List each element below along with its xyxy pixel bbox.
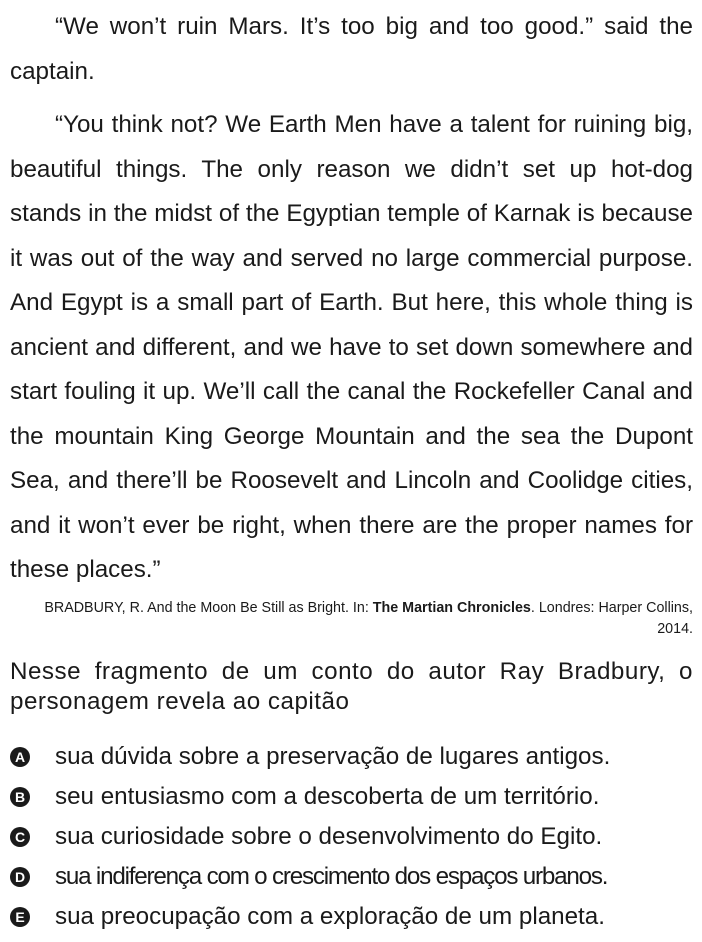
citation-suffix: . Londres: Harper Collins, 2014. xyxy=(530,600,693,637)
option-letter-badge: A xyxy=(10,747,30,767)
answer-option-a[interactable] xyxy=(10,737,693,777)
option-letter-badge: C xyxy=(10,827,30,847)
option-text: sua curiosidade sobre o desenvolvimento do Egito. xyxy=(55,823,603,850)
option-letter-badge: E xyxy=(10,907,30,927)
option-text: sua dúvida sobre a preservação de lugares antigos. xyxy=(55,743,611,770)
answer-option-d[interactable] xyxy=(10,857,693,897)
option-letter-badge: B xyxy=(10,787,30,807)
question-stem: Nesse fragmento de um conto do autor Ray Bradbury, o personagem revela ao capitão xyxy=(10,658,693,715)
option-text: sua preocupação com a exploração de um planeta. xyxy=(55,903,605,930)
passage-paragraph-2: “You think not? We Earth Men have a talent for ruining big, beautiful things. The only reason we didn’t set up hot-dog stands in the midst of the Egyptian temple of Karnak is because it was out of the way and served no large commercial purpose. And Egypt is a small part of Earth. But here, this whole thing is ancient and different, and we have to set down somewhere and start fouling it up. We’ll call the canal the Rockefeller Canal and the mountain King George Mountain and the sea the Dupont Sea, and there’ll be Roosevelt and Lincoln and Coolidge cities, and it won’t ever be right, when there are the proper names for these places.” xyxy=(10,111,693,583)
source-citation xyxy=(10,598,693,640)
answer-options xyxy=(10,737,693,937)
option-text: sua indiferença com o crescimento dos espaços urbanos. xyxy=(55,863,608,890)
answer-option-c[interactable] xyxy=(10,817,693,857)
citation-prefix: BRADBURY, R. And the Moon Be Still as Bright. In: xyxy=(44,600,373,616)
answer-option-b[interactable] xyxy=(10,777,693,817)
option-letter-badge: D xyxy=(10,867,30,887)
passage-paragraph-1: “We won’t ruin Mars. It’s too big and too good.” said the captain. xyxy=(10,13,693,85)
answer-option-e[interactable] xyxy=(10,897,693,937)
option-text: seu entusiasmo com a descoberta de um território. xyxy=(55,783,600,810)
citation-book-title: The Martian Chronicles xyxy=(372,600,531,616)
